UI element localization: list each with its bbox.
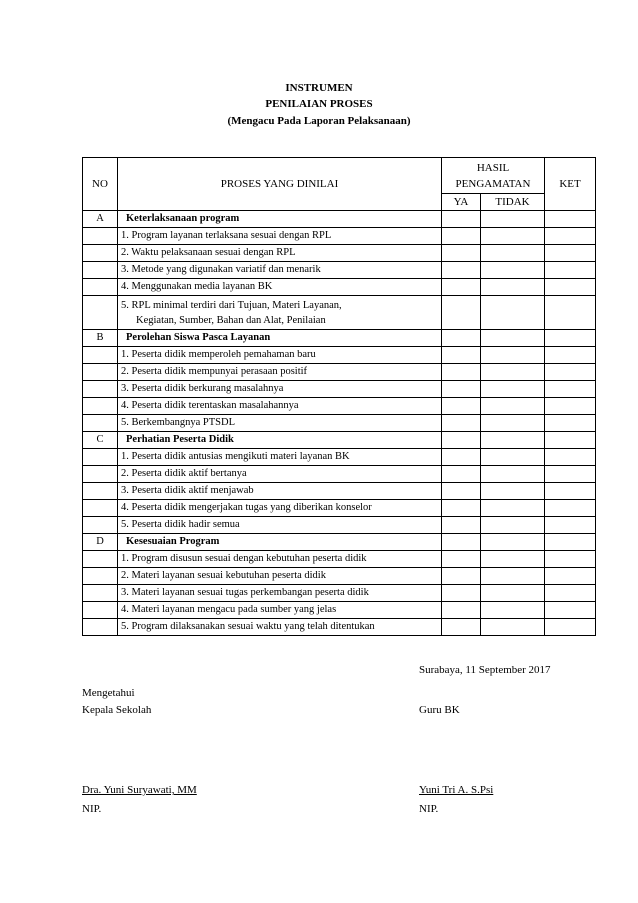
table-row: [83, 585, 596, 602]
ya-cell: [442, 602, 481, 619]
ket-cell: [545, 619, 596, 636]
ya-cell: [442, 534, 481, 551]
no-cell: [83, 398, 118, 415]
item-text: 3. Peserta didik berkurang masalahnya: [118, 381, 442, 398]
item-text-line: 5. RPL minimal terdiri dari Tujuan, Materi Layanan,: [121, 299, 342, 311]
ket-cell: [545, 364, 596, 381]
item-text: 4. Peserta didik mengerjakan tugas yang diberikan konselor: [118, 500, 442, 517]
header-tidak: TIDAK: [481, 194, 545, 211]
no-cell: [83, 415, 118, 432]
ket-cell: [545, 211, 596, 228]
no-cell: [83, 262, 118, 279]
ya-cell: [442, 330, 481, 347]
item-text: 3. Metode yang digunakan variatif dan menarik: [118, 262, 442, 279]
table-header-row: [83, 158, 596, 194]
table-row: [83, 245, 596, 262]
tidak-cell: [481, 466, 545, 483]
ya-cell: [442, 415, 481, 432]
ya-cell: [442, 449, 481, 466]
ya-cell: [442, 551, 481, 568]
item-text: 1. Peserta didik memperoleh pemahaman baru: [118, 347, 442, 364]
no-cell: [83, 568, 118, 585]
ket-cell: [545, 449, 596, 466]
table-row: [83, 568, 596, 585]
section-title: Kesesuaian Program: [118, 534, 442, 551]
tidak-cell: [481, 602, 545, 619]
ya-cell: [442, 517, 481, 534]
tidak-cell: [481, 415, 545, 432]
header-proses: PROSES YANG DINILAI: [118, 158, 442, 211]
table-row: [83, 602, 596, 619]
tidak-cell: [481, 500, 545, 517]
item-text: 2. Peserta didik mempunyai perasaan positif: [118, 364, 442, 381]
table-row: [83, 279, 596, 296]
section-letter: D: [83, 534, 118, 551]
ya-cell: [442, 466, 481, 483]
ya-cell: [442, 398, 481, 415]
section-letter: C: [83, 432, 118, 449]
ya-cell: [442, 364, 481, 381]
ket-cell: [545, 534, 596, 551]
table-row: [83, 449, 596, 466]
item-text: 1. Peserta didik antusias mengikuti materi layanan BK: [118, 449, 442, 466]
doc-subtitle-note: (Mengacu Pada Laporan Pelaksanaan): [227, 115, 411, 127]
ya-cell: [442, 296, 481, 330]
ket-cell: [545, 296, 596, 330]
ket-cell: [545, 262, 596, 279]
no-cell: [83, 449, 118, 466]
ya-cell: [442, 347, 481, 364]
no-cell: [83, 296, 118, 330]
ya-cell: [442, 568, 481, 585]
ya-cell: [442, 262, 481, 279]
section-letter: A: [83, 211, 118, 228]
header-hasil: HASIL PENGAMATAN: [442, 158, 545, 194]
item-text: 2. Materi layanan sesuai kebutuhan peserta didik: [118, 568, 442, 585]
no-cell: [83, 517, 118, 534]
ket-cell: [545, 381, 596, 398]
doc-subtitle: PENILAIAN PROSES: [265, 98, 373, 110]
tidak-cell: [481, 551, 545, 568]
item-text: 1. Program layanan terlaksana sesuai dengan RPL: [118, 228, 442, 245]
ya-cell: [442, 245, 481, 262]
table-row: [83, 466, 596, 483]
ket-cell: [545, 500, 596, 517]
mengetahui-label: Mengetahui: [82, 687, 135, 699]
tidak-cell: [481, 619, 545, 636]
ket-cell: [545, 585, 596, 602]
section-row: [83, 211, 596, 228]
item-text: 5. Program dilaksanakan sesuai waktu yang telah ditentukan: [118, 619, 442, 636]
no-cell: [83, 466, 118, 483]
ket-cell: [545, 568, 596, 585]
header-no: NO: [83, 158, 118, 211]
ket-cell: [545, 330, 596, 347]
item-text: 4. Menggunakan media layanan BK: [118, 279, 442, 296]
tidak-cell: [481, 211, 545, 228]
section-letter: B: [83, 330, 118, 347]
table-row: [83, 296, 596, 330]
table-row: [83, 347, 596, 364]
section-title: Perolehan Siswa Pasca Layanan: [118, 330, 442, 347]
tidak-cell: [481, 262, 545, 279]
table-row: [83, 228, 596, 245]
tidak-cell: [481, 245, 545, 262]
guru-bk-label: Guru BK: [419, 704, 460, 716]
table-row: [83, 381, 596, 398]
ya-cell: [442, 432, 481, 449]
section-row: [83, 534, 596, 551]
guru-bk-name: Yuni Tri A. S.Psi: [419, 784, 494, 796]
tidak-cell: [481, 432, 545, 449]
ket-cell: [545, 245, 596, 262]
item-text: 3. Peserta didik aktif menjawab: [118, 483, 442, 500]
tidak-cell: [481, 330, 545, 347]
table-row: [83, 415, 596, 432]
no-cell: [83, 483, 118, 500]
tidak-cell: [481, 534, 545, 551]
guru-nip: NIP.: [419, 803, 439, 815]
ket-cell: [545, 602, 596, 619]
item-text: [118, 296, 442, 330]
ket-cell: [545, 279, 596, 296]
no-cell: [83, 228, 118, 245]
no-cell: [83, 347, 118, 364]
ket-cell: [545, 517, 596, 534]
no-cell: [83, 279, 118, 296]
item-text: 3. Materi layanan sesuai tugas perkembangan peserta didik: [118, 585, 442, 602]
ya-cell: [442, 483, 481, 500]
ya-cell: [442, 381, 481, 398]
item-text: 4. Materi layanan mengacu pada sumber yang jelas: [118, 602, 442, 619]
item-text: 2. Peserta didik aktif bertanya: [118, 466, 442, 483]
table-row: [83, 483, 596, 500]
table-row: [83, 500, 596, 517]
ket-cell: [545, 347, 596, 364]
place-date: Surabaya, 11 September 2017: [419, 664, 551, 676]
ya-cell: [442, 585, 481, 602]
tidak-cell: [481, 364, 545, 381]
assessment-table: [82, 157, 596, 636]
tidak-cell: [481, 585, 545, 602]
table-row: [83, 364, 596, 381]
no-cell: [83, 381, 118, 398]
no-cell: [83, 619, 118, 636]
ya-cell: [442, 211, 481, 228]
tidak-cell: [481, 483, 545, 500]
table-row: [83, 517, 596, 534]
no-cell: [83, 602, 118, 619]
tidak-cell: [481, 279, 545, 296]
table-row: [83, 398, 596, 415]
ket-cell: [545, 228, 596, 245]
kepala-nip: NIP.: [82, 803, 102, 815]
tidak-cell: [481, 517, 545, 534]
ket-cell: [545, 415, 596, 432]
section-title: Keterlaksanaan program: [118, 211, 442, 228]
no-cell: [83, 500, 118, 517]
ket-cell: [545, 551, 596, 568]
tidak-cell: [481, 449, 545, 466]
ket-cell: [545, 398, 596, 415]
section-row: [83, 432, 596, 449]
tidak-cell: [481, 347, 545, 364]
ya-cell: [442, 279, 481, 296]
ket-cell: [545, 483, 596, 500]
table-row: [83, 619, 596, 636]
tidak-cell: [481, 381, 545, 398]
section-row: [83, 330, 596, 347]
table-row: [83, 551, 596, 568]
no-cell: [83, 585, 118, 602]
tidak-cell: [481, 568, 545, 585]
item-text: 1. Program disusun sesuai dengan kebutuhan peserta didik: [118, 551, 442, 568]
ket-cell: [545, 432, 596, 449]
tidak-cell: [481, 398, 545, 415]
header-ket: KET: [545, 158, 596, 211]
item-text: 4. Peserta didik terentaskan masalahannya: [118, 398, 442, 415]
ya-cell: [442, 619, 481, 636]
item-text: 5. Berkembangnya PTSDL: [118, 415, 442, 432]
no-cell: [83, 364, 118, 381]
no-cell: [83, 245, 118, 262]
ya-cell: [442, 500, 481, 517]
tidak-cell: [481, 296, 545, 330]
item-text-line: Kegiatan, Sumber, Bahan dan Alat, Penilaian: [136, 314, 326, 326]
kepala-sekolah-label: Kepala Sekolah: [82, 704, 152, 716]
table-row: [83, 262, 596, 279]
item-text: 2. Waktu pelaksanaan sesuai dengan RPL: [118, 245, 442, 262]
item-text: 5. Peserta didik hadir semua: [118, 517, 442, 534]
section-title: Perhatian Peserta Didik: [118, 432, 442, 449]
header-ya: YA: [442, 194, 481, 211]
doc-title: INSTRUMEN: [285, 82, 353, 94]
ya-cell: [442, 228, 481, 245]
no-cell: [83, 551, 118, 568]
kepala-sekolah-name: Dra. Yuni Suryawati, MM: [82, 784, 197, 796]
ket-cell: [545, 466, 596, 483]
tidak-cell: [481, 228, 545, 245]
